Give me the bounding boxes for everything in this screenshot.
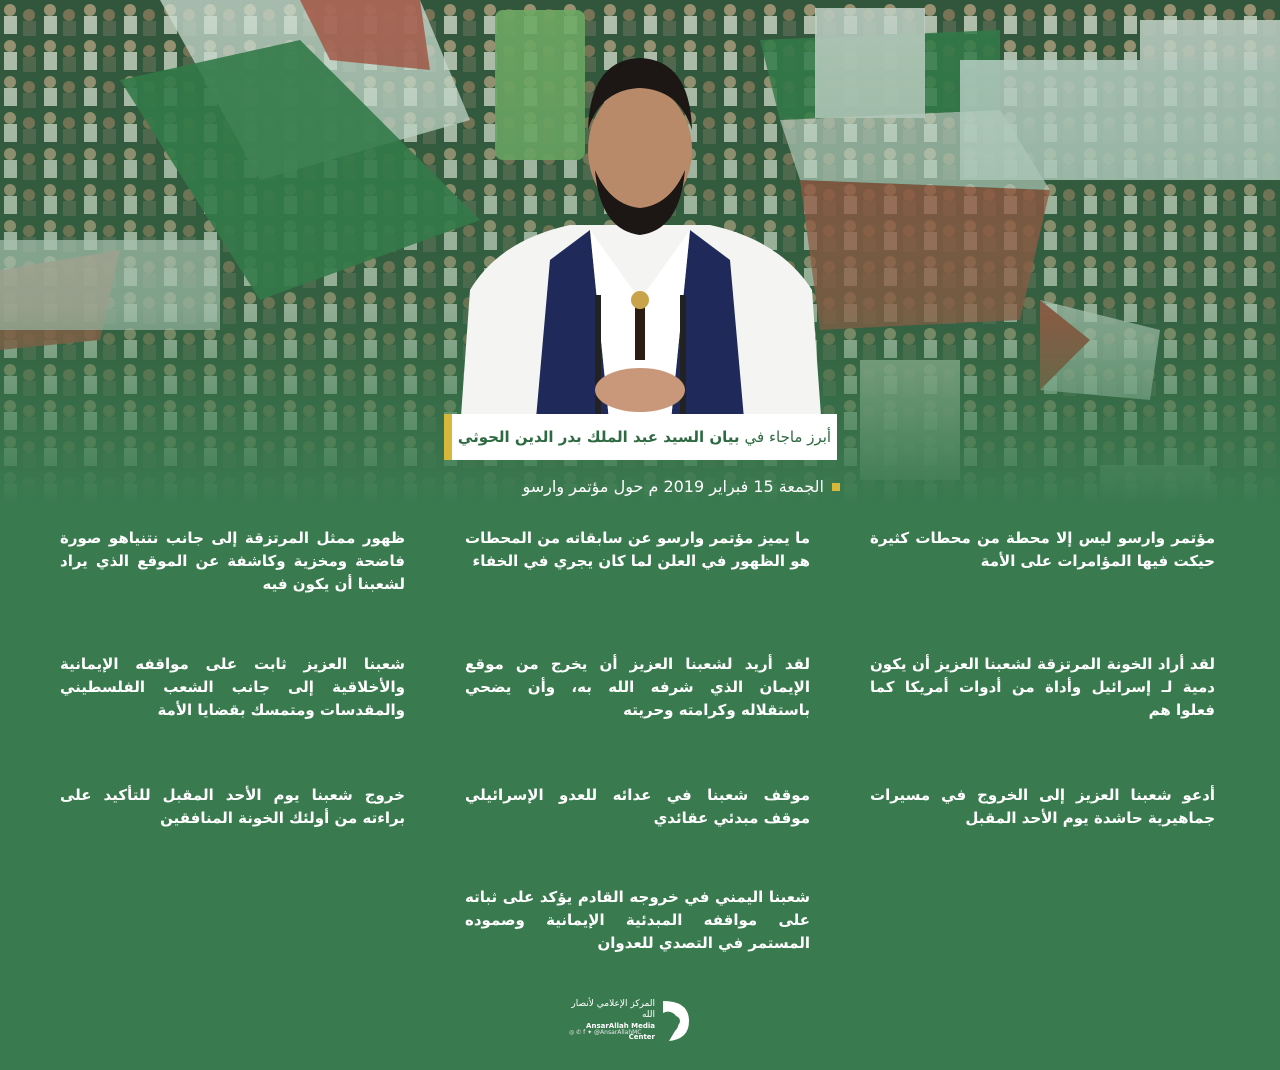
point-9: خروج شعبنا يوم الأحد المقبل للتأكيد على براءته من أولئك الخونة المنافقين <box>60 786 405 827</box>
social-handle-text: @AnsarAllahMC <box>594 1029 642 1036</box>
point-8: موقف شعبنا في عدائه للعدو الإسرائيلي موقف مبدئي عقائدي <box>465 786 810 827</box>
title-prefix: أبرز ماجاء في <box>744 428 832 446</box>
media-center-logo <box>565 995 695 1045</box>
point-7: أدعو شعبنا العزيز إلى الخروج في مسيرات جماهيرية حاشدة يوم الأحد المقبل <box>870 786 1215 827</box>
title-main: بيان السيد عبد الملك بدر الدين الحوثي <box>457 428 740 446</box>
point-6: شعبنا العزيز ثابت على مواقفه الإيمانية والأخلاقية إلى جانب الشعب الفلسطيني والمقدسات ومتمسك بقضايا الأمة <box>60 655 405 719</box>
point-10: شعبنا اليمني في خروجه القادم يؤكد على ثباته على مواقفه المبدئية الإيمانية وصموده المستمر في التصدي للعدوان <box>465 888 810 952</box>
title-banner <box>444 414 837 460</box>
point-5: لقد أريد لشعبنا العزيز أن يخرج من موقع الإيمان الذي شرفه الله به، وأن يضحي باستقلاله وكرامته وحريته <box>465 655 810 719</box>
point-2: ما يميز مؤتمر وارسو عن سابقاته من المحطات هو الظهور في العلن لما كان يجري في الخفاء <box>465 529 810 570</box>
subtitle-line <box>440 477 840 496</box>
point-1: مؤتمر وارسو ليس إلا محطة من محطات كثيرة حيكت فيها المؤامرات على الأمة <box>870 529 1215 570</box>
logo-text <box>565 999 655 1043</box>
subtitle-text: الجمعة 15 فبراير 2019 م حول مؤتمر وارسو <box>522 477 824 496</box>
social-handle <box>569 1029 642 1036</box>
social-icons: ◎ ✆ f ✦ <box>569 1029 595 1036</box>
point-4: لقد أراد الخونة المرتزقة لشعبنا العزيز أن يكون دمية لـ إسرائيل وأداة من أدوات أمريكا كما فعلوا هم <box>870 655 1215 719</box>
logo-name-en: AnsarAllah Media Center <box>586 1022 655 1041</box>
bullet-square-icon <box>832 483 840 491</box>
speaker-portrait <box>440 40 840 430</box>
logo-name-ar: المركز الإعلامي لأنصار الله <box>571 999 655 1020</box>
point-3: ظهور ممثل المرتزقة إلى جانب نتنياهو صورة فاضحة ومخزية وكاشفة عن الموقع الذي يراد لشعبنا أن يكون فيه <box>60 529 405 593</box>
